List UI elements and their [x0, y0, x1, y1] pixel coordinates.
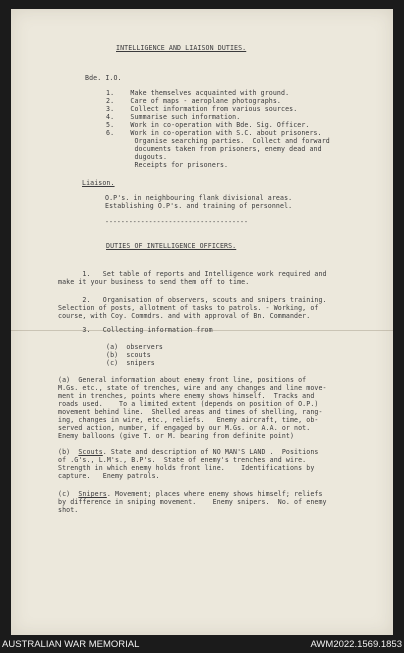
paragraph-b-heading: Scouts: [78, 448, 103, 456]
bde-heading: Bde. I.O.: [85, 74, 122, 82]
footer-source: AUSTRALIAN WAR MEMORIAL: [2, 639, 140, 650]
paragraph-a-line: ment in trenches, points where enemy shows himself. Tracks and: [58, 392, 315, 400]
paragraph-c-heading: Snipers: [78, 490, 107, 498]
paragraph-a-line: served action, number, if engaged by our M.Gs. or A.A. or not.: [58, 424, 311, 432]
paragraph-a-line: ing, changes in wire, etc., reliefs. Enemy aircraft, time, ob-: [58, 416, 319, 424]
paragraph-b-line: of .G's., L.M's., B.P's. State of enemy's trenches and wire.: [58, 456, 307, 464]
paragraph-c-line: shot.: [58, 506, 79, 514]
list-item: 5. Work in co-operation with Bde. Sig. Officer.: [106, 121, 310, 129]
paragraph-a-line: (a) General information about enemy front line, positions of: [58, 376, 307, 384]
paragraph-2-line: course, with Coy. Commdrs. and with approval of Bn. Commander.: [58, 312, 311, 320]
paragraph-1-line: make it your business to send them off to time.: [58, 278, 250, 286]
paragraph-b-line: [58, 448, 318, 456]
list-item: 2. Care of maps - aeroplane photographs.: [106, 97, 281, 105]
paragraph-b-line: capture. Enemy patrols.: [58, 472, 160, 480]
paragraph-2-line: Selection of posts, allotment of tasks to patrols. - Working, of: [58, 304, 319, 312]
paragraph-b-first-text: . State and description of NO MAN'S LAND . Positions: [102, 448, 319, 456]
duties-heading: DUTIES OF INTELLIGENCE OFFICERS.: [106, 242, 237, 250]
paragraph-a-line: roads used. To a limited extent (depends on position of O.P.): [58, 400, 319, 408]
document-title: INTELLIGENCE AND LIAISON DUTIES.: [116, 44, 247, 52]
liaison-heading: Liaison.: [82, 179, 115, 187]
section-divider: ------------------------------------: [105, 218, 248, 226]
list-item: dugouts.: [106, 153, 168, 161]
footer-accession-number: AWM2022.1569.1853: [310, 639, 402, 650]
list-item: 1. Make themselves acquainted with ground.: [106, 89, 290, 97]
paragraph-b-line: Strength in which enemy holds front line. Identifications by: [58, 464, 315, 472]
liaison-line: O.P's. in neighbouring flank divisional areas.: [105, 194, 293, 202]
paragraph-b-label: (b): [58, 448, 79, 456]
liaison-line: Establishing O.P's. and training of personnel.: [105, 202, 293, 210]
list-item: documents taken from prisoners, enemy dead and: [106, 145, 322, 153]
paragraph-3-line: 3. Collecting information from: [58, 326, 213, 334]
paragraph-2-line: 2. Organisation of observers, scouts and snipers training.: [58, 296, 327, 304]
paragraph-a-line: Enemy balloons (give T. or M. bearing from definite point): [58, 432, 295, 440]
paragraph-1-line: 1. Set table of reports and Intelligence work required and: [58, 270, 327, 278]
list-item: 3. Collect information from various sources.: [106, 105, 298, 113]
list-item: 4. Summarise such information.: [106, 113, 241, 121]
list-item: Receipts for prisoners.: [106, 161, 229, 169]
paragraph-a-line: movement behind line. Shelled areas and times of shelling, rang-: [58, 408, 323, 416]
paragraph-c-first-text: . Movement; places where enemy shows himself; reliefs: [106, 490, 323, 498]
source-item: (b) scouts: [106, 351, 151, 359]
archive-footer: [0, 636, 404, 653]
paragraph-c-line: [58, 490, 323, 498]
source-item: (a) observers: [106, 343, 163, 351]
source-item: (c) snipers: [106, 359, 155, 367]
paragraph-c-line: by difference in sniping movement. Enemy snipers. No. of enemy: [58, 498, 327, 506]
paragraph-a-line: M.Gs. etc., state of trenches, wire and any changes and line move-: [58, 384, 327, 392]
list-item: 6. Work in co-operation with S.C. about prisoners.: [106, 129, 322, 137]
paragraph-c-label: (c): [58, 490, 79, 498]
list-item: Organise searching parties. Collect and forward: [106, 137, 330, 145]
